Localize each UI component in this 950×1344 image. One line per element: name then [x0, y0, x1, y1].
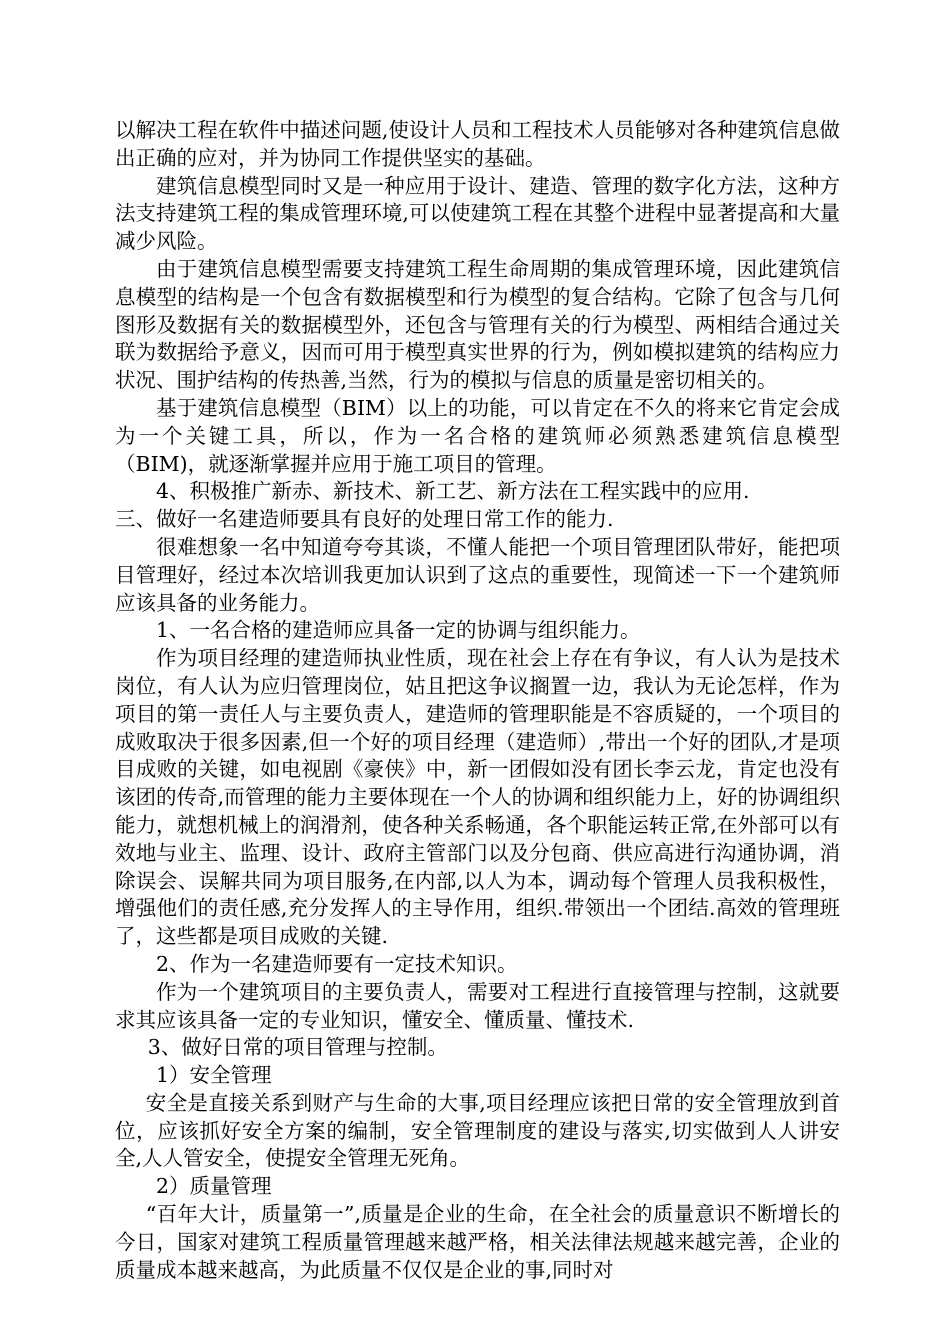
paragraph-quality-detail: “百年大计，质量第一”,质量是企业的生命，在全社会的质量意识不断增长的今日，国家对建筑工程质量管理越来越严格，相关法律法规越来越完善，企业的质量成本越来越高，为此质量不仅仅是企业的事,同时对: [115, 1202, 840, 1282]
paragraph-bim-key-tool: 基于建筑信息模型（BIM）以上的功能，可以肯定在不久的将来它肯定会成为一个关键工具，所以，作为一名合格的建筑师必须熟悉建筑信息模型（BIM)，就逐渐掌握并应用于施工项目的管理。: [115, 395, 840, 476]
paragraph-safety-detail: 安全是直接关系到财产与生命的大事,项目经理应该把日常的安全管理放到首位，应该抓好安全方案的编制，安全管理制度的建设与落实,切实做到人人讲安全,人人管安全，使提安全管理无死角。: [115, 1090, 840, 1171]
paragraph-coordination-detail: 作为项目经理的建造师执业性质，现在社会上存在有争议，有人认为是技术岗位，有人认为应归管理岗位，姑且把这争议搁置一边，我认为无论怎样，作为项目的第一责任人与主要负责人，建造师的管理职能是不容质疑的，一个项目的成败取决于很多因素,但一个好的项目经理（建造师）,带出一个好的团队,才是项目成败的关键，如电视剧《豪侠》中，新一团假如没有团长李云龙，肯定也没有该团的传奇,而管理的能力主要体现在一个人的协调和组织能力上，好的协调组织能力，就想机械上的润滑剂，使各种关系畅通，各个职能运转正常,在外部可以有效地与业主、监理、设计、政府主管部门以及分包商、供应高进行沟通协调，消除误会、误解共同为项目服务,在内部,以人为本，调动每个管理人员我积极性，增强他们的责任感,充分发挥人的主导作用，组织.带领出一个团结.高效的管理班了，这些都是项目成败的关键.: [115, 646, 840, 949]
list-item-technical-knowledge: 2、作为一名建造师要有一定技术知识。: [156, 951, 518, 976]
list-item-daily-management: 3、做好日常的项目管理与控制。: [147, 1035, 448, 1060]
paragraph-business-ability: 很难想象一名中知道夸夸其谈，不懂人能把一个项目管理团队带好，能把项目管理好，经过本次培训我更加认识到了这点的重要性，现简述一下一个建筑师应该具备的业务能力。: [115, 534, 840, 615]
section-heading-daily-work: 三、做好一名建造师要具有良好的处理日常工作的能力.: [115, 507, 614, 532]
subheading-safety: 1）安全管理: [156, 1063, 272, 1088]
paragraph-bim-structure: 由于建筑信息模型需要支持建筑工程生命周期的集成管理环境，因此建筑信息模型的结构是一个包含有数据模型和行为模型的复合结构。它除了包含与几何图形及数据有关的数据模型外，还包含与管理有关的行为模型、两相结合通过关联为数据给予意义，因而可用于模型真实世界的行为，例如模拟建筑的结构应力状况、围护结构的传热善,当然，行为的模拟与信息的质量是密切相关的。: [115, 256, 840, 393]
paragraph-bim-intro-continued: 以解决工程在软件中描述问题,使设计人员和工程技术人员能够对各种建筑信息做出正确的应对，并为协同工作提供坚实的基础。: [115, 118, 840, 170]
paragraph-technical-detail: 作为一个建筑项目的主要负责人，需要对工程进行直接管理与控制，这就要求其应该具备一定的专业知识，懂安全、懂质量、懂技术.: [115, 979, 840, 1032]
document-body: [115, 117, 840, 1284]
subheading-quality: 2）质量管理: [156, 1174, 272, 1199]
paragraph-bim-digital-method: 建筑信息模型同时又是一种应用于设计、建造、管理的数字化方法，这种方法支持建筑工程的集成管理环境,可以使建筑工程在其整个进程中显著提高和大量减少风险。: [115, 173, 840, 254]
list-item-new-technology: 4、积极推广新赤、新技术、新工艺、新方法在工程实践中的应用.: [156, 479, 750, 504]
list-item-coordination: 1、一名合格的建造师应具备一定的协调与组织能力。: [156, 618, 641, 643]
